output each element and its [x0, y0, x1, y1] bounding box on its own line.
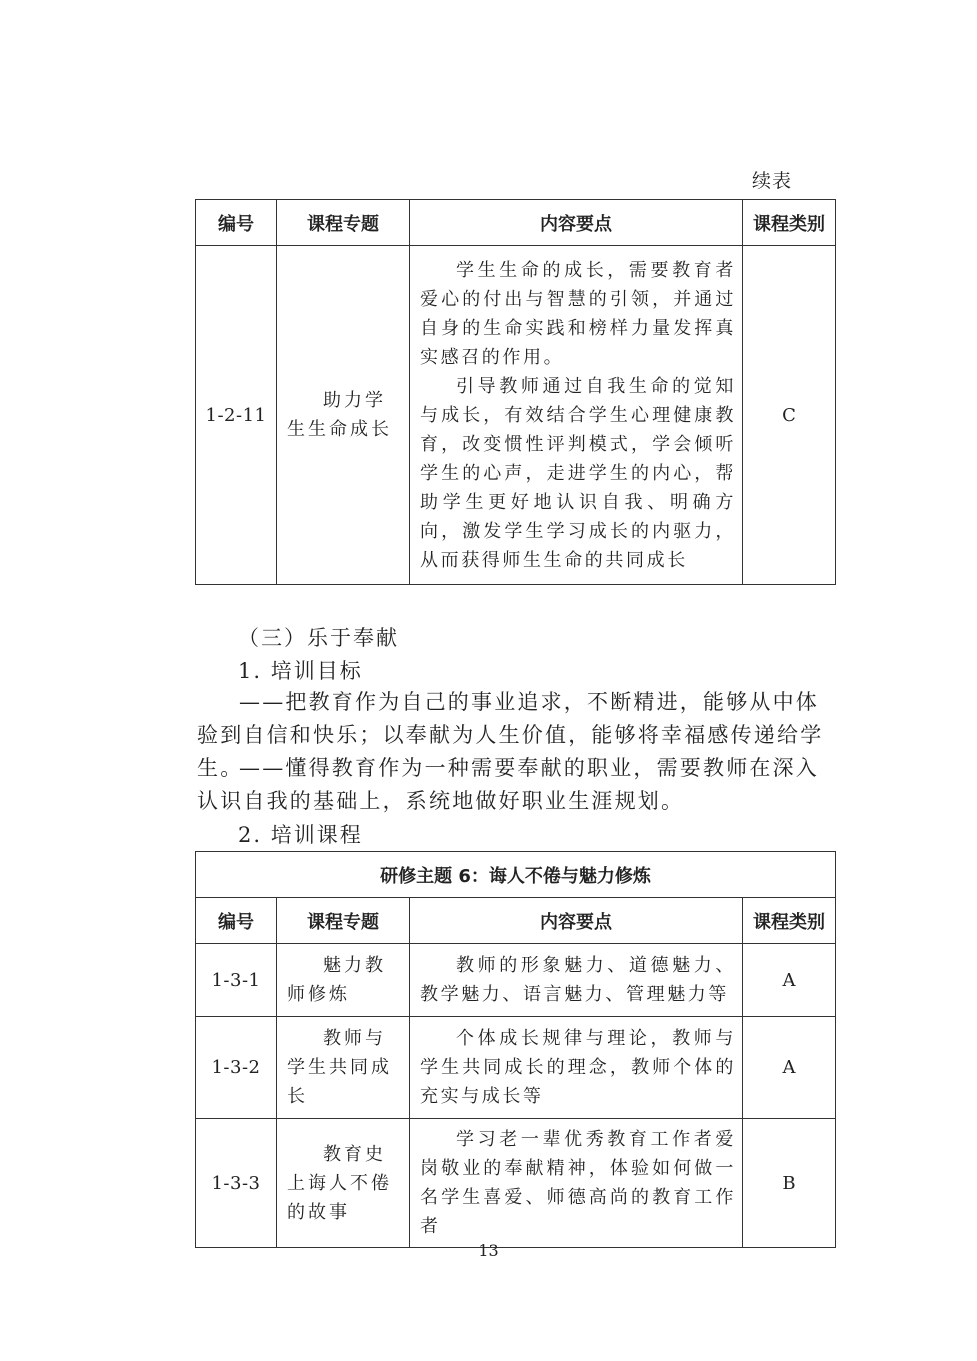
header-id: 编号	[196, 200, 277, 246]
row-content	[410, 944, 743, 1017]
row-category: B	[743, 1119, 836, 1248]
table-row	[196, 1119, 836, 1248]
page-number: 13	[478, 1241, 499, 1260]
table-header-row	[196, 200, 836, 246]
row-id: 1-3-2	[196, 1017, 277, 1119]
subheading-training-courses: 2. 培训课程	[238, 823, 363, 847]
table-header-row	[196, 898, 836, 944]
goal-paragraph-2: ——懂得教育作为一种需要奉献的职业，需要教师在深入认识自我的基础上，系统地做好职业生涯规划。	[197, 756, 819, 813]
row-content-paragraph-1: 学生生命的成长，需要教育者爱心的付出与智慧的引领，并通过自身的生命实践和榜样力量发挥真实感召的作用。	[420, 259, 736, 368]
row-topic-text: 助力学生生命成长	[287, 390, 392, 440]
table-row	[196, 246, 836, 585]
row-id: 1-2-11	[196, 246, 277, 585]
row-topic	[277, 944, 410, 1017]
row-content-paragraph-2: 引导教师通过自我生命的觉知与成长，有效结合学生心理健康教育，改变惯性评判模式，学会倾听学生的心声，走进学生的内心，帮助学生更好地认识自我、明确方向，激发学生学习成长的内驱力，从而获得师生生命的共同成长	[420, 375, 736, 571]
row-content	[410, 1017, 743, 1119]
header-content: 内容要点	[410, 898, 743, 944]
header-category: 课程类别	[743, 200, 836, 246]
table-row	[196, 1017, 836, 1119]
row-content-text: 个体成长规律与理论，教师与学生共同成长的理念，教师个体的充实与成长等	[420, 1028, 736, 1107]
row-topic	[277, 1017, 410, 1119]
theme-title: 研修主题 6：诲人不倦与魅力修炼	[196, 852, 836, 898]
header-topic: 课程专题	[277, 200, 410, 246]
subheading-training-goals: 1. 培训目标	[238, 659, 363, 683]
row-content-text: 学习老一辈优秀教育工作者爱岗敬业的奉献精神，体验如何做一名学生喜爱、师德高尚的教育工作者	[420, 1129, 736, 1237]
row-topic-text: 教育史上诲人不倦的故事	[287, 1143, 392, 1223]
header-topic: 课程专题	[277, 898, 410, 944]
header-id: 编号	[196, 898, 277, 944]
row-category: A	[743, 944, 836, 1017]
continued-label: 续表	[752, 170, 793, 192]
course-table-theme-6	[195, 851, 836, 1248]
row-category: C	[743, 246, 836, 585]
row-id: 1-3-1	[196, 944, 277, 1017]
row-topic-text: 教师与学生共同成长	[287, 1028, 392, 1107]
goal-paragraph-1: ——把教育作为自己的事业追求，不断精进，能够从中体验到自信和快乐；以奉献为人生价值，能够将幸福感传递给学生。	[197, 690, 824, 780]
row-id: 1-3-3	[196, 1119, 277, 1248]
course-table-continued	[195, 199, 836, 585]
row-content	[410, 1119, 743, 1248]
row-category: A	[743, 1017, 836, 1119]
row-topic	[277, 246, 410, 585]
row-content-text: 教师的形象魅力、道德魅力、教学魅力、语言魅力、管理魅力等	[420, 955, 736, 1005]
row-topic-text: 魅力教师修炼	[287, 955, 386, 1005]
section-heading: （三）乐于奉献	[238, 626, 399, 650]
header-category: 课程类别	[743, 898, 836, 944]
theme-row	[196, 852, 836, 898]
row-topic	[277, 1119, 410, 1248]
table-row	[196, 944, 836, 1017]
row-content	[410, 246, 743, 585]
header-content: 内容要点	[410, 200, 743, 246]
